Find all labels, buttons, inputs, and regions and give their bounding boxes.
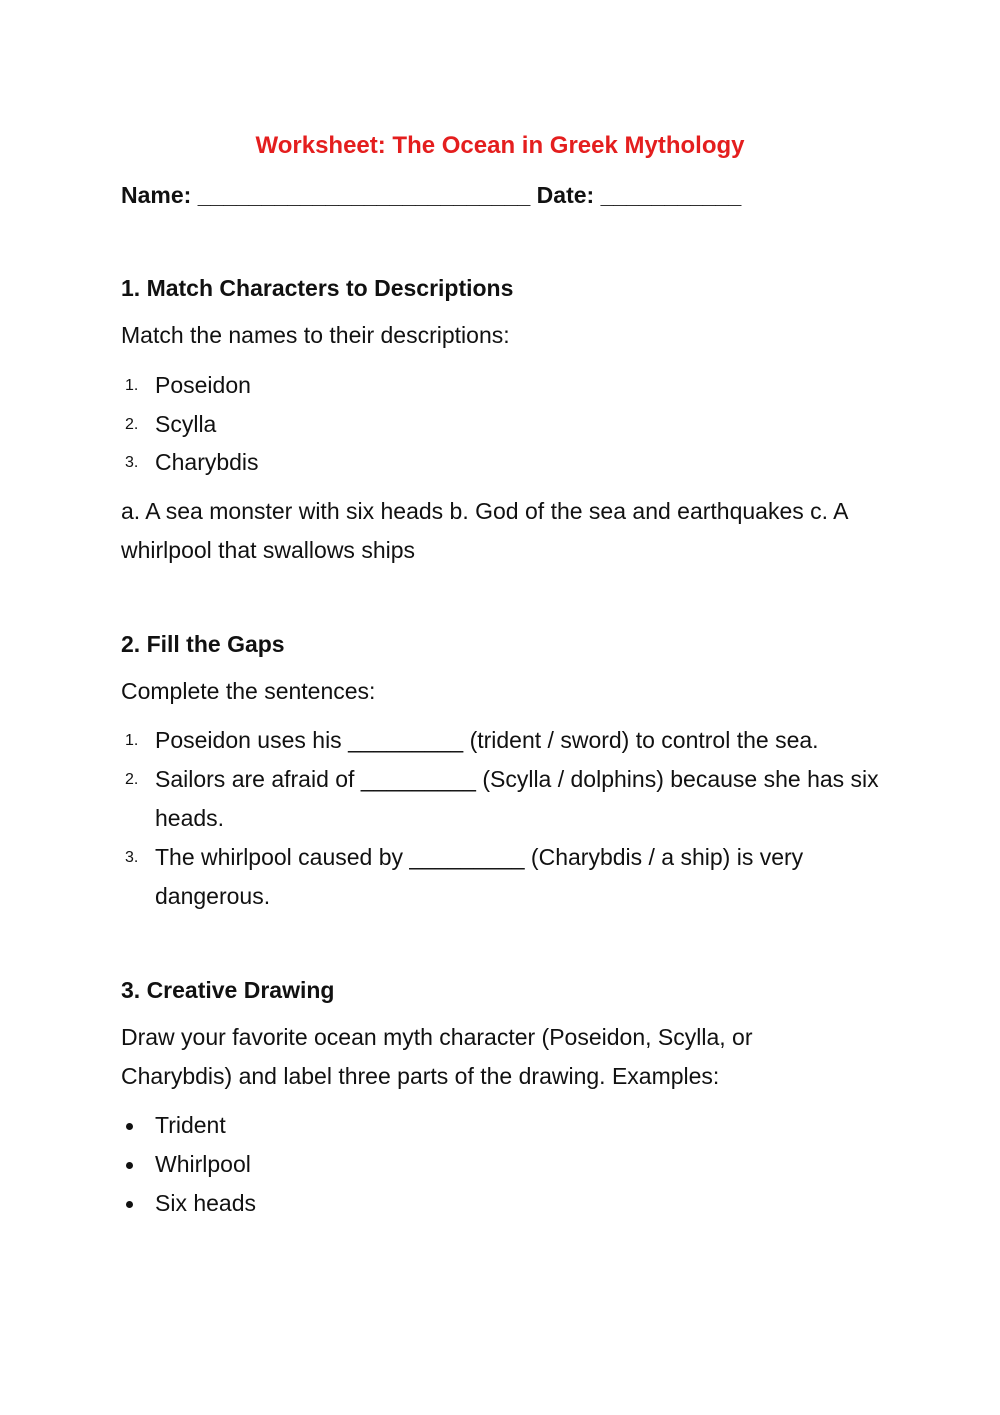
list-number: 3. [125,849,139,866]
list-item-text: Six heads [155,1190,257,1216]
list-item-text: Poseidon uses his _________ (trident / sword) to control the sea. [155,727,819,753]
list-item [121,1145,881,1184]
section2-heading: 2. Fill the Gaps [121,631,285,657]
section1-heading: 1. Match Characters to Descriptions [121,275,514,301]
bullet-icon [126,1162,133,1169]
list-item [121,1184,881,1223]
section3-heading: 3. Creative Drawing [121,977,335,1003]
list-item [121,721,881,760]
bullet-icon [126,1123,133,1130]
list-item [121,405,881,444]
list-number: 1. [125,732,139,749]
list-item [121,838,881,916]
list-item-text: Sailors are afraid of _________ (Scylla / dolphins) because she has six heads. [155,766,879,831]
name-date-line: Name: __________________________ Date: ___________ [121,182,742,208]
list-item-text: The whirlpool caused by _________ (Charybdis / a ship) is very dangerous. [155,844,804,909]
list-number: 2. [125,416,139,433]
list-item [121,760,881,838]
list-item [121,366,881,405]
worksheet-title: Worksheet: The Ocean in Greek Mythology [255,132,745,159]
section2-intro: Complete the sentences: [121,678,376,704]
section3-intro: Draw your favorite ocean myth character (Poseidon, Scylla, or Charybdis) and label three parts of the drawing. Examples: [121,1024,753,1089]
list-item [121,1106,881,1145]
list-item-text: Poseidon [155,372,251,398]
bullet-icon [126,1201,133,1208]
list-number: 1. [125,377,139,394]
list-number: 3. [125,454,139,471]
list-number: 2. [125,771,139,788]
list-item-text: Whirlpool [155,1151,251,1177]
section1-intro: Match the names to their descriptions: [121,322,510,348]
list-item-text: Scylla [155,411,217,437]
list-item-text: Trident [155,1112,226,1138]
list-item [121,443,881,482]
list-item-text: Charybdis [155,449,259,475]
section1-descriptions: a. A sea monster with six heads b. God of the sea and earthquakes c. A whirlpool that swallows ships [121,498,848,563]
